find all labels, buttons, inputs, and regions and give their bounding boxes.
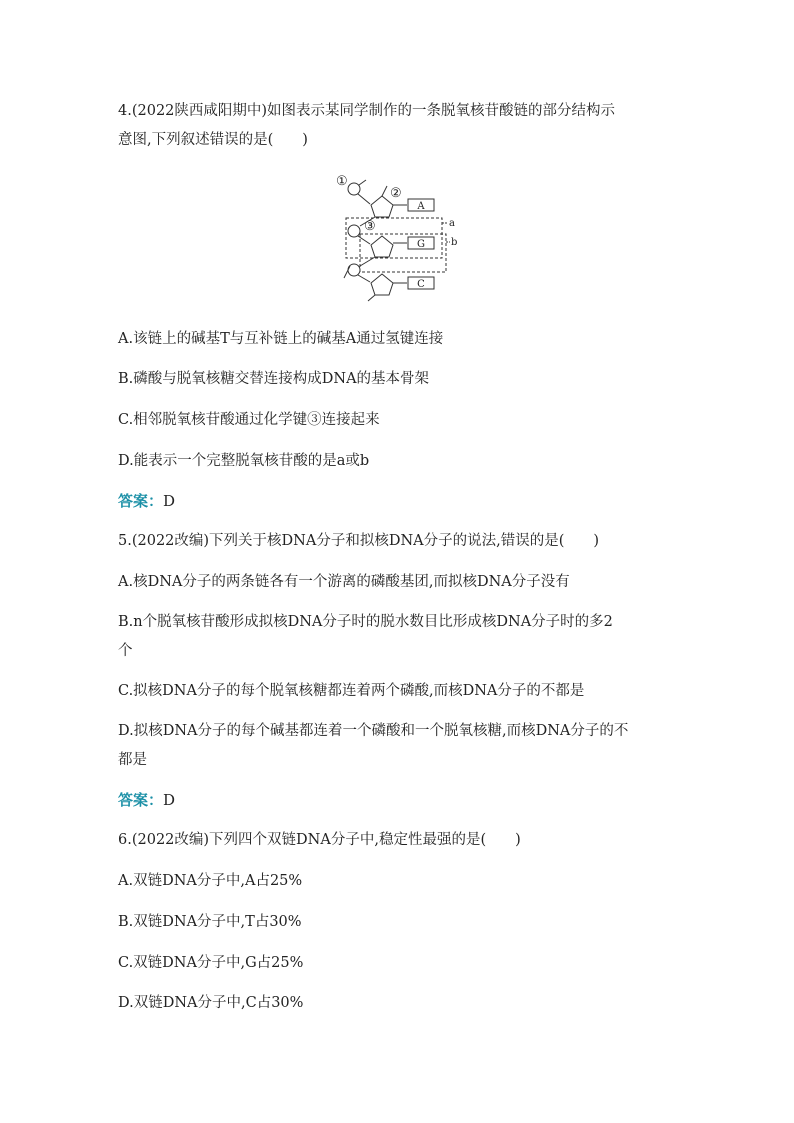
q6-option-c: C.双链DNA分子中,G占25% (118, 955, 304, 971)
q5-option-b-line1: B.n个脱氧核苷酸形成拟核DNA分子时的脱水数目比形成核DNA分子时的多2 (118, 614, 613, 630)
q6-stem: 6.(2022改编)下列四个双链DNA分子中,稳定性最强的是( ) (118, 832, 521, 848)
base-label-2: G (417, 239, 425, 250)
q6-option-b: B.双链DNA分子中,T占30% (118, 914, 302, 930)
q5-option-d-line1: D.拟核DNA分子的每个碱基都连着一个磷酸和一个脱氧核糖,而核DNA分子的不 (118, 723, 629, 739)
q4-option-a: A.该链上的碱基T与互补链上的碱基A通过氢键连接 (118, 331, 444, 347)
q4-stem-line1: 4.(2022陕西咸阳期中)如图表示某同学制作的一条脱氧核苷酸链的部分结构示 (118, 103, 616, 119)
answer-label: 答案： (118, 791, 164, 809)
q5-answer (118, 790, 175, 810)
q5-option-a: A.核DNA分子的两条链各有一个游离的磷酸基团,而拟核DNA分子没有 (118, 574, 570, 590)
phosphate-2 (348, 225, 360, 237)
q4-option-b: B.磷酸与脱氧核糖交替连接构成DNA的基本骨架 (118, 371, 430, 387)
sugar-3 (371, 274, 393, 295)
phosphate-3 (348, 264, 360, 276)
sugar-2 (371, 236, 393, 257)
nucleotide-chain-diagram (330, 168, 460, 303)
answer-value: D (163, 791, 176, 809)
q6-option-a: A.双链DNA分子中,A占25% (118, 873, 303, 889)
q5-option-c: C.拟核DNA分子的每个脱氧核糖都连着两个磷酸,而核DNA分子的不都是 (118, 683, 585, 699)
base-label-3: C (417, 279, 425, 290)
q4-option-c: C.相邻脱氧核苷酸通过化学键③连接起来 (118, 412, 380, 428)
answer-label: 答案： (118, 492, 164, 510)
q4-option-d: D.能表示一个完整脱氧核苷酸的是a或b (118, 453, 370, 469)
label-2: ② (390, 186, 402, 201)
base-label-1: A (417, 201, 425, 212)
q5-option-b-line2: 个 (118, 643, 133, 659)
q4-stem-line2: 意图,下列叙述错误的是( ) (118, 132, 308, 148)
box-b (360, 234, 446, 272)
q6-option-d: D.双链DNA分子中,C占30% (118, 995, 304, 1011)
label-a: a (449, 218, 455, 229)
label-1: ① (336, 174, 348, 189)
q5-option-d-line2: 都是 (118, 752, 147, 768)
q4-answer (118, 491, 175, 511)
label-3: ③ (364, 219, 376, 234)
phosphate-1 (348, 183, 360, 195)
q5-stem: 5.(2022改编)下列关于核DNA分子和拟核DNA分子的说法,错误的是( ) (118, 533, 600, 549)
answer-value: D (163, 492, 176, 510)
label-b: b (451, 237, 458, 248)
